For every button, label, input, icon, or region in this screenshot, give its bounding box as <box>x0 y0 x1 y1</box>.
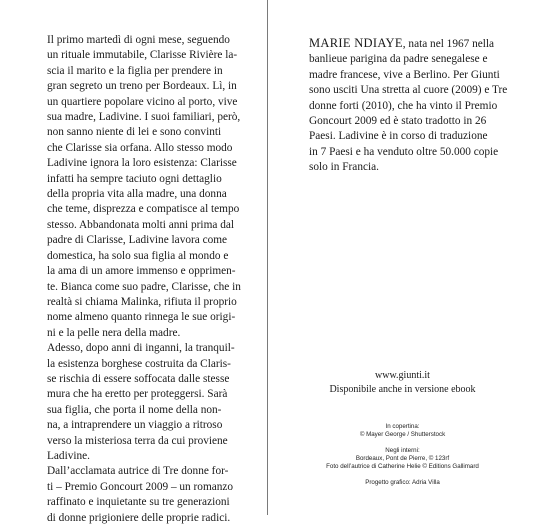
design-credit: Progetto grafico: Adria Villa <box>365 479 440 486</box>
blurb-line: stesso. Abbandonata molti anni prima dal <box>47 218 234 231</box>
credits-spacer <box>269 439 536 447</box>
blurb-line: gran segreto un treno per Bordeaux. Lì, in <box>47 80 237 93</box>
blurb-line: della propria vita alla madre, una donna <box>47 188 227 201</box>
blurb-line: Ladivine ignora la loro esistenza: Clarisse <box>47 157 237 170</box>
bio-line: Paesi. Ladivine è in corso di traduzione <box>309 130 488 143</box>
cover-credit-label: In copertina: <box>385 423 420 430</box>
blurb-line: infatti ha sempre taciuto ogni dettaglio <box>47 172 222 185</box>
ebook-availability-note: Disponibile anche in versione ebook <box>329 384 476 395</box>
bio-line-text: , nata nel 1967 nella <box>402 38 495 50</box>
blurb-line: padre di Clarisse, Ladivine lavora come <box>47 234 228 247</box>
blurb-line: ti – Premio Goncourt 2009 – un romanzo <box>47 480 234 493</box>
blurb-line: che Clarisse sia orfana. Allo stesso modo <box>47 141 233 154</box>
bio-line: solo in Francia. <box>309 161 379 174</box>
blurb-line: Il primo martedì di ogni mese, seguendo <box>47 34 230 46</box>
blurb-line: la esistenza borghese costruita da Claris- <box>47 357 231 370</box>
blurb-line: realtà si chiama Malinka, rifiuta il proprio <box>47 295 237 308</box>
interior-credit-label: Negli interni: <box>385 447 420 454</box>
bio-line: Goncourt 2009 ed è stato tradotto in 26 <box>309 115 487 128</box>
blurb-line: te. Bianca come suo padre, Clarisse, che in <box>47 280 241 293</box>
book-blurb <box>47 33 243 526</box>
blurb-line: sua madre, Ladivine. I suoi familiari, però, <box>47 111 241 124</box>
blurb-line: na, a intraprendere un viaggio a ritroso <box>47 419 223 432</box>
bio-line: sono usciti Una stretta al cuore (2009) e Tre <box>309 84 508 97</box>
bio-line <box>309 36 524 52</box>
blurb-line: non sanno niente di lei e sono convinti <box>47 126 222 139</box>
blurb-line: Dall’acclamata autrice di Tre donne for- <box>47 465 229 478</box>
bio-line: in 7 Paesi e ha venduto oltre 50.000 copie <box>309 145 499 158</box>
author-photo-credit: Foto dell’autrice di Catherine Helie © Editions Gallimard <box>326 463 479 470</box>
blurb-line: domestica, ha solo sua figlia al mondo e <box>47 249 229 262</box>
author-name: MARIE NDIAYE <box>309 36 403 50</box>
blurb-line: nome almeno quanto rinnega le sue origi- <box>47 311 236 324</box>
blurb-line: un quartiere popolare vicino al porto, vive <box>47 95 238 108</box>
back-flap-right-page <box>269 0 536 515</box>
cover-credit: © Mayer George / Shutterstock <box>359 431 446 438</box>
bio-line: banlieue parigina da padre senegalese e <box>309 53 488 66</box>
bio-line: madre francese, vive a Berlino. Per Giunti <box>309 68 500 81</box>
blurb-line: sua figlia, che porta il nome della non- <box>47 403 222 416</box>
blurb-line: se rischia di essere soffocata dalle stesse <box>47 372 230 385</box>
blurb-line: un rituale immutabile, Clarisse Rivière la- <box>47 49 238 62</box>
blurb-line: che teme, disprezza e compatisce al tempo <box>47 203 240 216</box>
back-flap-left-page <box>0 0 268 524</box>
blurb-line: la ama di un amore immenso e opprimen- <box>47 265 236 278</box>
image-credits <box>269 423 536 487</box>
blurb-line: Adesso, dopo anni di inganni, la tranquil- <box>47 342 235 355</box>
blurb-line: di donne prigioniere delle proprie radici. <box>47 511 231 524</box>
blurb-line: mura che ha eretto per proteggersi. Sarà <box>47 388 228 401</box>
bio-line: donne forti (2010), che ha vinto il Premio <box>309 99 498 112</box>
interior-credit: Bordeaux, Pont de Pierre, © 123rf <box>355 455 450 462</box>
blurb-line: scia il marito e la figlia per prendere in <box>47 64 223 77</box>
publisher-website: www.giunti.it <box>375 370 430 381</box>
credits-spacer <box>269 471 536 479</box>
blurb-line: ni e la pelle nera della madre. <box>47 326 181 339</box>
blurb-line: Ladivine. <box>47 449 90 462</box>
blurb-line: verso la misteriosa terra da cui proviene <box>47 434 228 447</box>
author-bio <box>309 36 524 176</box>
blurb-line: raffinato e inquietante su tre generazioni <box>47 496 230 509</box>
